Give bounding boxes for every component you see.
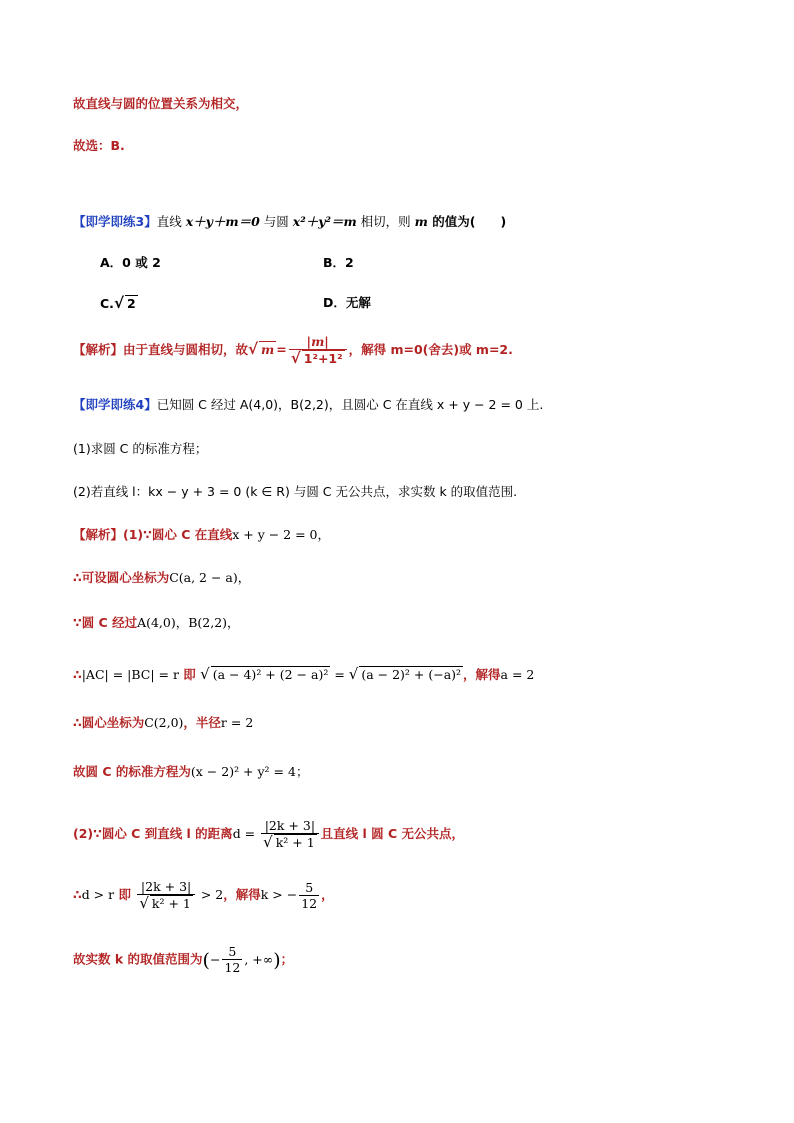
exercise-4-tag: 【即学即练4】 — [73, 397, 157, 412]
stem-text: 相切，则 — [356, 214, 415, 229]
solution-4-line-9 — [73, 944, 293, 976]
stem-text: 已知圆 C 经过 A(4,0)，B(2,2)，且圆心 C 在直线 x + y − 2 = 0 上. — [156, 397, 544, 412]
points-expression: A(4,0)，B(2,2)， — [137, 615, 240, 630]
solution-text: 由于直线与圆相切，故 — [123, 342, 249, 357]
solution-text: (2)∵圆心 C 到直线 l 的距离 — [73, 826, 233, 841]
sqrt-sign: √ — [348, 665, 359, 683]
solution-text: ，解得 — [223, 887, 261, 902]
stem-text: 直线 — [156, 214, 186, 229]
fraction-numerator: 5 — [299, 880, 319, 896]
fraction-numerator: |m| — [289, 334, 347, 350]
sqrt-sign: √ — [113, 294, 124, 312]
solution-text: ，半径 — [183, 715, 221, 730]
solution-text: ∴ — [73, 887, 82, 902]
fraction-numerator: |2k + 3| — [137, 879, 195, 895]
fraction-denominator: 12 — [301, 895, 318, 911]
left-radical: (a − 4)² + (2 − a)² — [212, 667, 329, 682]
solution-text: ∵圆 C 经过 — [73, 615, 138, 630]
denominator-radicand: 1²+1² — [303, 351, 343, 366]
center-coordinate: C(a, 2 − a)， — [169, 570, 251, 585]
sqrt-sign: √ — [248, 340, 259, 358]
equals-sign: = — [276, 342, 287, 357]
range-fraction — [222, 944, 242, 976]
solution-4-line-8 — [73, 879, 334, 912]
fraction-denominator: √ k² + 1 — [263, 833, 315, 851]
option-d: D．无解 — [323, 295, 371, 310]
solution-tag: 【解析】 — [73, 527, 124, 542]
solution-3 — [73, 334, 513, 367]
solution-text: (1)∵圆心 C 在直线 — [123, 527, 233, 542]
exercise-3-tag: 【即学即练3】 — [73, 214, 157, 229]
solution-text: ， — [321, 887, 334, 902]
solution-text: ∴可设圆心坐标为 — [73, 570, 170, 585]
line-equation: x＋y＋m＝0 — [185, 214, 260, 229]
solution-text: ，解得 — [463, 667, 501, 682]
k-inequality: k > − — [260, 887, 298, 902]
solution-4-line-5 — [73, 713, 253, 733]
connector-text: 即 — [114, 887, 136, 902]
center-result: C(2,0) — [144, 715, 184, 730]
option-b: B．2 — [323, 255, 354, 270]
greater-than-two: > 2 — [196, 887, 224, 902]
solution-4-line-4 — [73, 664, 534, 685]
question-1: (1)求圆 C 的标准方程； — [73, 441, 208, 456]
option-c — [100, 293, 138, 314]
question-2: (2)若直线 l：kx − y + 3 = 0 (k ∈ R) 与圆 C 无公共点，求实数 k 的取值范围. — [73, 484, 518, 499]
solution-text: ∴ — [73, 667, 82, 682]
answer-line: 故选：B. — [73, 138, 125, 153]
fraction-denominator: √ k² + 1 — [139, 894, 191, 912]
standard-equation: (x − 2)² + y² = 4； — [190, 764, 309, 779]
distance-fraction — [261, 818, 319, 851]
variable-m: m — [414, 214, 428, 229]
denominator-radicand: k² + 1 — [151, 896, 191, 911]
inequality-fraction — [137, 879, 195, 912]
solution-tag: 【解析】 — [73, 342, 124, 357]
solution-text: ∴圆心坐标为 — [73, 715, 145, 730]
solution-text: 且直线 l 圆 C 无公共点， — [320, 826, 465, 841]
solution-text: 故实数 k 的取值范围为 — [73, 951, 203, 967]
circle-equation: x²＋y²＝m — [292, 214, 357, 229]
solution-4-line-2 — [73, 568, 250, 588]
stem-text: 与圆 — [259, 214, 293, 229]
solution-text: 故圆 C 的标准方程为 — [73, 764, 191, 779]
line-equation: x + y − 2 = 0， — [232, 527, 330, 542]
sqrt-m: m — [261, 342, 275, 357]
range-interval: (− $\frac{5}{12}$ , +∞) — [202, 944, 281, 975]
solution-4-line-7 — [73, 818, 464, 851]
bound-fraction — [299, 880, 319, 912]
fraction-numerator: 5 — [222, 944, 242, 960]
fraction-numerator: |2k + 3| — [261, 818, 319, 834]
solution-4-line-3 — [73, 613, 240, 633]
solution-text: ，解得 m=0(舍去)或 m=2. — [348, 342, 513, 357]
equals-sign: = — [330, 667, 349, 682]
fraction-denominator: √ 1²+1² — [290, 349, 343, 367]
stem-text: 的值为( ) — [427, 214, 507, 229]
sqrt-sign: √ — [200, 665, 210, 683]
fraction — [289, 334, 347, 367]
inequality: d > r — [81, 887, 115, 902]
fraction-denominator: 12 — [224, 960, 241, 975]
exercise-4-stem — [73, 395, 543, 415]
d-label: d = — [232, 826, 260, 841]
solution-4-line-1 — [73, 525, 330, 545]
option-c-label: C. — [100, 296, 114, 311]
radius-result: r = 2 — [220, 715, 254, 730]
denominator-radicand: k² + 1 — [275, 835, 315, 850]
a-value: a = 2 — [500, 667, 535, 682]
option-c-radicand: 2 — [126, 296, 136, 311]
connector-text: 即 — [178, 667, 201, 682]
solution-text: ； — [280, 951, 294, 967]
conclusion-line: 故直线与圆的位置关系为相交， — [73, 96, 249, 111]
right-radical: (a − 2)² + (−a)² — [361, 667, 462, 682]
option-a: A．0 或 2 — [100, 255, 161, 270]
solution-4-line-6 — [73, 762, 308, 782]
distance-equality: |AC| = |BC| = r — [81, 667, 179, 682]
exercise-3-stem — [73, 212, 506, 232]
